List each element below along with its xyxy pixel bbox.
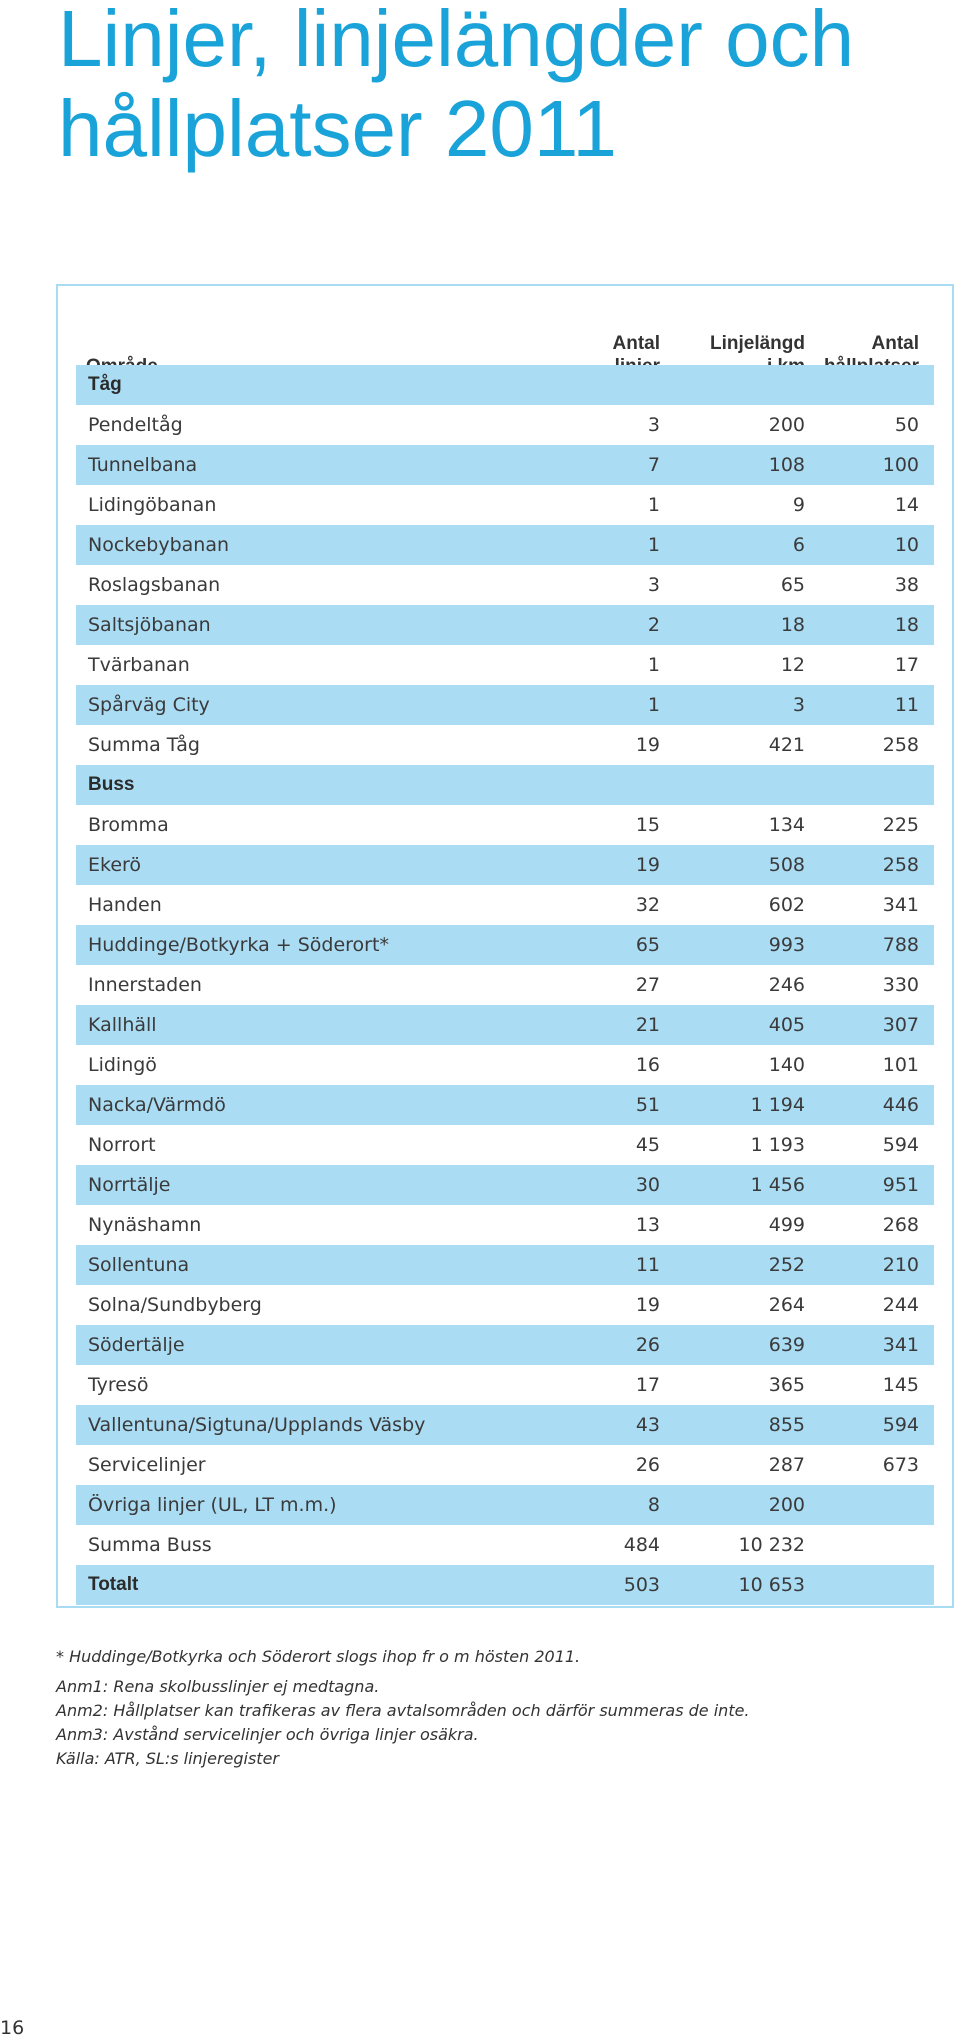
table-row [76,1245,934,1285]
stops-cell: 244 [882,1294,919,1316]
length-cell: 65 [780,574,805,596]
length-cell: 508 [768,854,805,876]
table-row [76,405,934,445]
lines-cell: 32 [635,894,660,916]
area-cell: Nynäshamn [88,1214,202,1236]
area-cell: Innerstaden [88,974,202,996]
area-cell: Nockebybanan [88,534,230,556]
area-cell: Saltsjöbanan [88,614,211,636]
length-cell: 855 [768,1414,805,1436]
area-cell: Norrtälje [88,1174,171,1196]
length-cell: 639 [768,1334,805,1356]
table-row [76,1445,934,1485]
lines-cell: 503 [623,1574,660,1596]
table-row [76,1485,934,1525]
area-cell: Roslagsbanan [88,574,221,596]
lines-cell: 26 [635,1334,660,1356]
source-note: Källa: ATR, SL:s linjeregister [56,1749,279,1768]
length-cell: 252 [768,1254,805,1276]
total-row [76,1565,934,1605]
area-cell: Norrort [88,1134,156,1156]
stops-cell: 50 [894,414,919,436]
table-row [76,605,934,645]
length-cell: 10 232 [738,1534,805,1556]
area-cell: Övriga linjer (UL, LT m.m.) [88,1494,337,1516]
length-cell: 200 [768,414,805,436]
stops-cell: 17 [894,654,919,676]
stops-cell: 446 [882,1094,919,1116]
area-cell: Servicelinjer [88,1454,206,1476]
lines-cell: 11 [635,1254,660,1276]
lines-cell: 1 [647,494,660,516]
area-cell: Lidingöbanan [88,494,217,516]
lines-cell: 1 [647,654,660,676]
note-anm3: Anm3: Avstånd servicelinjer och övriga linjer osäkra. [56,1725,479,1744]
stops-cell: 341 [882,1334,919,1356]
length-cell: 264 [768,1294,805,1316]
stops-cell: 100 [882,454,919,476]
section-row [76,365,934,405]
table-row [76,1405,934,1445]
length-cell: 140 [768,1054,805,1076]
table-row [76,1525,934,1565]
lines-cell: 17 [635,1374,660,1396]
lines-cell: 484 [623,1534,660,1556]
area-cell: Sollentuna [88,1254,190,1276]
lines-cell: 8 [647,1494,660,1516]
area-cell: Bromma [88,814,169,836]
header-lines-line-1: Antal [612,333,660,354]
header-stops-line-1: Antal [871,333,919,354]
stops-cell: 268 [882,1214,919,1236]
lines-cell: 26 [635,1454,660,1476]
lines-cell: 1 [647,534,660,556]
length-cell: 3 [792,694,805,716]
table-row [76,965,934,1005]
table-row [76,485,934,525]
lines-cell: 7 [647,454,660,476]
table-row [76,1205,934,1245]
table-row [76,445,934,485]
length-cell: 6 [792,534,805,556]
table-row [76,845,934,885]
table-row [76,685,934,725]
area-cell: Buss [88,774,135,795]
stops-cell: 145 [882,1374,919,1396]
lines-cell: 19 [635,854,660,876]
area-cell: Tvärbanan [88,654,190,676]
note-anm2: Anm2: Hållplatser kan trafikeras av flera avtalsområden och därför summeras de inte. [56,1701,750,1720]
area-cell: Ekerö [88,854,142,876]
length-cell: 421 [768,734,805,756]
stops-cell: 101 [882,1054,919,1076]
stops-cell: 307 [882,1014,919,1036]
lines-cell: 51 [635,1094,660,1116]
footnote: * Huddinge/Botkyrka och Söderort slogs ihop fr o m hösten 2011. [56,1647,581,1666]
stops-cell: 788 [882,934,919,956]
lines-cell: 15 [635,814,660,836]
stops-cell: 951 [882,1174,919,1196]
stops-cell: 14 [894,494,919,516]
table-row [76,805,934,845]
length-cell: 993 [768,934,805,956]
lines-cell: 19 [635,1294,660,1316]
table-row [76,1085,934,1125]
title-line-1: Linjer, linjelängder och [58,0,855,83]
stops-cell: 341 [882,894,919,916]
area-cell: Pendeltåg [88,414,183,436]
table-row [76,925,934,965]
length-cell: 287 [768,1454,805,1476]
lines-cell: 19 [635,734,660,756]
area-cell: Spårväg City [88,694,210,716]
area-cell: Vallentuna/Sigtuna/Upplands Väsby [88,1414,426,1436]
area-cell: Summa Buss [88,1534,212,1556]
table-notes [56,1645,916,1771]
length-cell: 108 [768,454,805,476]
area-cell: Tyresö [88,1374,149,1396]
page-title [58,0,854,174]
stops-cell: 673 [882,1454,919,1476]
lines-cell: 13 [635,1214,660,1236]
area-cell: Totalt [88,1574,139,1595]
stops-cell: 258 [882,854,919,876]
lines-cell: 1 [647,694,660,716]
table-row [76,1165,934,1205]
lines-cell: 16 [635,1054,660,1076]
table-row [76,1325,934,1365]
table-body [76,365,934,1605]
stops-cell: 11 [894,694,919,716]
area-cell: Tunnelbana [88,454,198,476]
length-cell: 10 653 [738,1574,805,1596]
lines-cell: 45 [635,1134,660,1156]
lines-cell: 30 [635,1174,660,1196]
length-cell: 134 [768,814,805,836]
table-row [76,1005,934,1045]
table-row [76,885,934,925]
length-cell: 1 193 [750,1134,805,1156]
length-cell: 246 [768,974,805,996]
header-length-line-1: Linjelängd [710,333,805,354]
length-cell: 499 [768,1214,805,1236]
stops-cell: 258 [882,734,919,756]
stops-cell: 38 [894,574,919,596]
area-cell: Summa Tåg [88,734,200,756]
stops-cell: 18 [894,614,919,636]
lines-cell: 43 [635,1414,660,1436]
length-cell: 18 [780,614,805,636]
title-line-2: hållplatser 2011 [58,84,617,173]
table-row [76,725,934,765]
length-cell: 1 194 [750,1094,805,1116]
page-number: 16 [0,2017,25,2039]
table-row [76,1365,934,1405]
length-cell: 1 456 [750,1174,805,1196]
length-cell: 200 [768,1494,805,1516]
table-row [76,1285,934,1325]
table-row [76,1125,934,1165]
lines-cell: 21 [635,1014,660,1036]
lines-cell: 2 [647,614,660,636]
table-row [76,565,934,605]
length-cell: 405 [768,1014,805,1036]
area-cell: Tåg [88,374,122,395]
area-cell: Handen [88,894,162,916]
stops-cell: 330 [882,974,919,996]
lines-cell: 65 [635,934,660,956]
lines-cell: 3 [647,414,660,436]
length-cell: 9 [792,494,805,516]
statistics-table [56,284,954,1608]
length-cell: 12 [780,654,805,676]
area-cell: Kallhäll [88,1014,157,1036]
area-cell: Södertälje [88,1334,185,1356]
stops-cell: 594 [882,1134,919,1156]
table-row [76,525,934,565]
area-cell: Solna/Sundbyberg [88,1294,262,1316]
stops-cell: 225 [882,814,919,836]
length-cell: 602 [768,894,805,916]
area-cell: Huddinge/Botkyrka + Söderort* [88,934,389,956]
section-row [76,765,934,805]
length-cell: 365 [768,1374,805,1396]
lines-cell: 27 [635,974,660,996]
area-cell: Lidingö [88,1054,157,1076]
note-anm1: Anm1: Rena skolbusslinjer ej medtagna. [56,1677,380,1696]
area-cell: Nacka/Värmdö [88,1094,226,1116]
table-row [76,1045,934,1085]
stops-cell: 594 [882,1414,919,1436]
lines-cell: 3 [647,574,660,596]
table-row [76,645,934,685]
stops-cell: 210 [882,1254,919,1276]
stops-cell: 10 [894,534,919,556]
